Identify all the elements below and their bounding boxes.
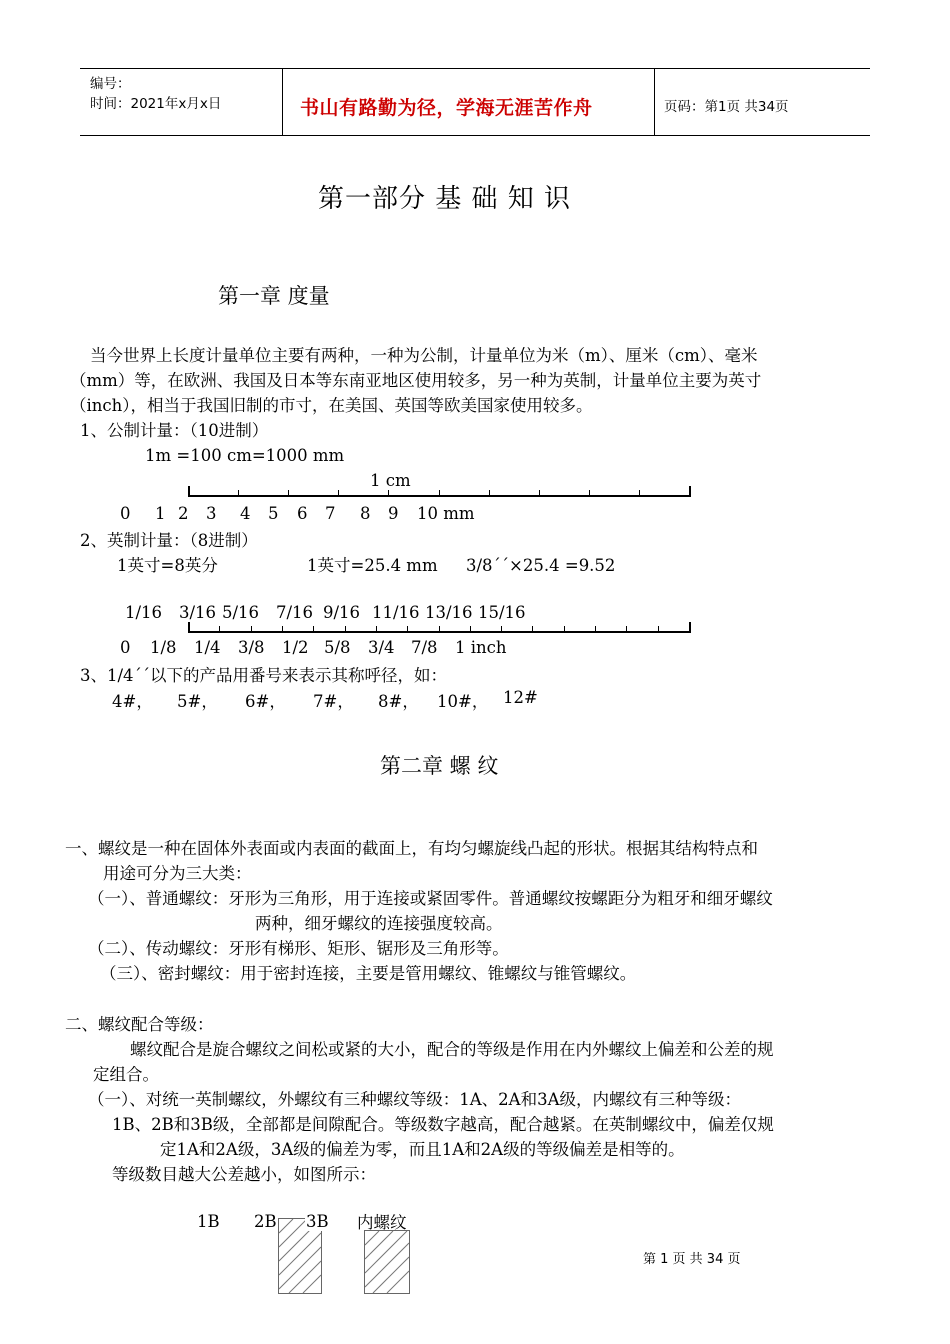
number-item: 10#， [437,692,489,711]
imperial-top-label: 11/16 [372,603,420,622]
ruler-tick [219,626,220,632]
imperial-bottom-label: 1/4 [194,638,221,657]
ruler-tick [407,626,408,632]
imperial-top-label: 3/16 [179,603,217,622]
imperial-bottom-label: 1/8 [150,638,177,657]
metric-scale-label: 4 [240,504,251,523]
ruler-tick [376,626,377,632]
header-top-rule [80,68,870,69]
metric-scale-label: 3 [206,504,217,523]
number-item: 8#， [378,692,419,711]
figure-label: 3B [306,1212,329,1231]
ruler-tick [282,626,283,632]
ruler-tick [470,626,471,632]
imperial-top-label: 7/16 [276,603,314,622]
ruler-tick [439,490,440,496]
number-item: 7#， [313,692,354,711]
imperial-formula-2: 1英寸=25.4 mm [307,556,438,575]
imperial-top-label: 13/16 [425,603,473,622]
metric-scale-label: 10 mm [417,504,475,523]
unified-thread-line-3: 定1A和2A级，3A级的偏差为零，而且1A和2A级的等级偏差是相等的。 [160,1140,685,1159]
ruler-tick [639,490,640,496]
ruler-tick [595,626,596,632]
metric-scale-label: 9 [388,504,399,523]
header-motto: 书山有路勤为径，学海无涯苦作舟 [300,97,593,119]
ruler-tick [589,490,590,496]
metric-scale-label: 5 [268,504,279,523]
ruler-tick [188,486,190,496]
chapter1-title: 第一章 度量 [218,284,330,308]
ruler-tick [345,626,346,632]
figure-label: 1B [197,1212,220,1231]
sealing-thread: （三）、密封螺纹：用于密封连接，主要是管用螺纹、锥螺纹与锥管螺纹。 [100,964,637,983]
metric-scale-label: 8 [360,504,371,523]
chapter2-title: 第二章 螺 纹 [380,754,499,778]
unified-thread-line-4: 等级数目越大公差越小，如图所示： [112,1165,376,1184]
unified-thread-line-2: 1B、2B和3B级，全部都是间隙配合。等级数字越高，配合越紧。在英制螺纹中，偏差仅规 [112,1115,774,1134]
imperial-bottom-label: 1/2 [282,638,309,657]
footer-page-number: 第 1 页 共 34 页 [643,1252,741,1267]
ruler-tick [388,490,389,496]
imperial-bottom-label: 3/4 [368,638,395,657]
metric-cm-label: 1 cm [370,471,411,490]
imperial-bottom-label: 7/8 [411,638,438,657]
ruler-tick [439,626,440,632]
metric-scale-label: 1 [155,504,166,523]
ruler-tick [238,490,239,496]
imperial-formula-1: 1英寸=8英分 [117,556,218,575]
imperial-bottom-label: 1 inch [455,638,507,657]
ruler-tick [288,490,289,496]
thread-definition-line-1: 一、螺纹是一种在固体外表面或内表面的截面上，有均匀螺旋线凸起的形状。根据其结构特点和 [65,839,758,858]
header-page-info: 页码：第1页 共34页 [664,99,789,115]
ruler-tick [658,626,659,632]
imperial-top-label: 9/16 [323,603,361,622]
tolerance-hatch-box [364,1230,410,1294]
header-number-label: 编号： [90,76,131,92]
header-time-label: 时间：2021年x月x日 [90,96,222,112]
transmission-thread: （二）、传动螺纹：牙形有梯形、矩形、锯形及三角形等。 [88,939,509,958]
imperial-bottom-label: 5/8 [324,638,351,657]
ruler-tick [489,490,490,496]
fit-class-para-line-2: 定组合。 [93,1065,159,1084]
imperial-bottom-label: 3/8 [238,638,265,657]
imperial-heading: 2、英制计量：（8进制） [80,531,258,550]
imperial-top-label: 1/16 [125,603,163,622]
imperial-formula-3: 3/8´´×25.4 =9.52 [466,556,616,575]
metric-heading: 1、公制计量：（10进制） [80,421,269,440]
ruler-tick [313,626,314,632]
number-item: 4#， [112,692,153,711]
header-divider-left [282,68,283,136]
chapter1-paragraph-line-2: （mm）等，在欧洲、我国及日本等东南亚地区使用较多，另一种为英制，计量单位主要为英寸 [70,371,762,390]
metric-scale-label: 6 [297,504,308,523]
chapter1-paragraph-line-1: 当今世界上长度计量单位主要有两种，一种为公制，计量单位为米（m）、厘米（cm）、毫米 [90,346,758,365]
ruler-tick [501,626,502,632]
metric-scale-label: 2 [178,504,189,523]
normal-thread-line-2: 两种，细牙螺纹的连接强度较高。 [255,914,503,933]
header-bottom-rule [80,135,870,136]
metric-formula: 1m =100 cm=1000 mm [145,446,345,465]
figure-label: 内螺纹 [357,1213,407,1232]
ruler-tick [564,626,565,632]
imperial-bottom-label: 0 [120,638,131,657]
number-heading: 3、1/4´´以下的产品用番号来表示其称呼径，如： [80,666,448,685]
metric-scale-label: 0 [120,504,131,523]
number-item: 12# [503,688,538,707]
metric-scale-label: 7 [325,504,336,523]
ruler-tick [188,622,190,632]
normal-thread-line-1: （一）、普通螺纹：牙形为三角形，用于连接或紧固零件。普通螺纹按螺距分为粗牙和细牙螺纹 [88,889,773,908]
ruler-tick [532,626,533,632]
imperial-top-label: 15/16 [478,603,526,622]
ruler-tick [338,490,339,496]
ruler-tick [251,626,252,632]
chapter1-paragraph-line-3: （inch），相当于我国旧制的市寸，在美国、英国等欧美国家使用较多。 [70,396,593,415]
ruler-tick [626,626,627,632]
header-divider-right [654,68,655,136]
thread-definition-line-2: 用途可分为三大类： [103,864,252,883]
main-title: 第一部分 基 础 知 识 [318,184,572,214]
fit-class-heading: 二、螺纹配合等级： [65,1015,214,1034]
unified-thread-line-1: （一）、对统一英制螺纹，外螺纹有三种螺纹等级：1A、2A和3A级，内螺纹有三种等级： [88,1090,741,1109]
figure-label: 2B [254,1212,277,1231]
ruler-tick [539,490,540,496]
ruler-tick [689,486,691,496]
number-item: 6#， [245,692,286,711]
fit-class-para-line-1: 螺纹配合是旋合螺纹之间松或紧的大小，配合的等级是作用在内外螺纹上偏差和公差的规 [130,1040,774,1059]
imperial-top-label: 5/16 [222,603,260,622]
number-item: 5#， [177,692,218,711]
ruler-tick [689,622,691,632]
